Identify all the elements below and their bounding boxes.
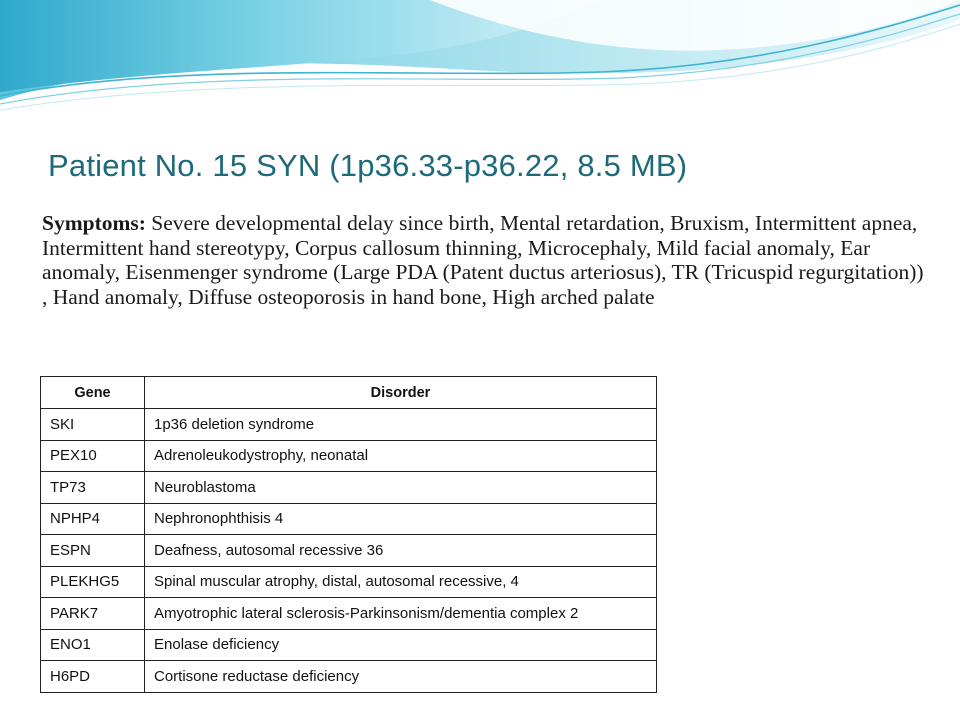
symptoms-label: Symptoms: [42,211,146,235]
gene-cell: PEX10 [41,440,145,472]
slide-title: Patient No. 15 SYN (1p36.33-p36.22, 8.5 MB) [48,148,688,183]
gene-cell: ENO1 [41,629,145,661]
disorder-cell: Amyotrophic lateral sclerosis-Parkinsonism/dementia complex 2 [145,598,657,630]
disorder-cell: Neuroblastoma [145,472,657,504]
disorder-cell: Spinal muscular atrophy, distal, autosomal recessive, 4 [145,566,657,598]
gene-cell: SKI [41,409,145,441]
disorder-cell: 1p36 deletion syndrome [145,409,657,441]
header-wave-decoration [0,0,960,130]
table-row [41,503,657,535]
table-row [41,440,657,472]
symptoms-paragraph [42,211,932,309]
table-header-row [41,377,657,409]
gene-cell: TP73 [41,472,145,504]
gene-cell: PARK7 [41,598,145,630]
header-disorder: Disorder [145,377,657,409]
gene-cell: H6PD [41,661,145,693]
disorder-cell: Enolase deficiency [145,629,657,661]
table-row [41,535,657,567]
gene-disorder-table [40,376,657,693]
disorder-cell: Adrenoleukodystrophy, neonatal [145,440,657,472]
table-row [41,629,657,661]
table-row [41,409,657,441]
table-row [41,472,657,504]
symptoms-text: Severe developmental delay since birth, Mental retardation, Bruxism, Intermittent apnea, Intermittent hand stereotypy, Corpus callosum thinning, Microcephaly, Mild facial anomaly, Ear anomaly, Eisenmenger syndrome (Large PDA (Patent ductus arteriosus), TR (Tricuspid regurgitation)) , Hand anomaly, Diffuse osteoporosis in hand bone, High arched palate [42,211,924,309]
gene-cell: PLEKHG5 [41,566,145,598]
gene-cell: ESPN [41,535,145,567]
table-row [41,566,657,598]
table-row [41,598,657,630]
disorder-cell: Cortisone reductase deficiency [145,661,657,693]
disorder-cell: Nephronophthisis 4 [145,503,657,535]
header-gene: Gene [41,377,145,409]
table-row [41,661,657,693]
gene-cell: NPHP4 [41,503,145,535]
disorder-cell: Deafness, autosomal recessive 36 [145,535,657,567]
